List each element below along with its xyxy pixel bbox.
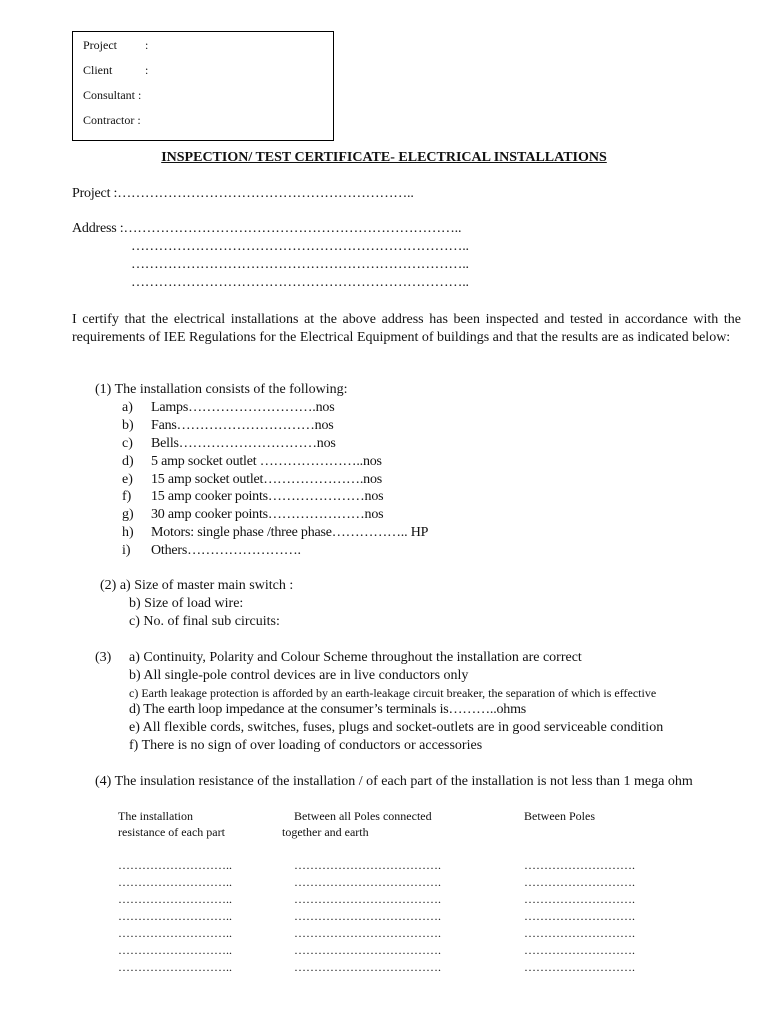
table-cell: ……………………….: [524, 858, 635, 872]
section3-line-b: b) All single-pole control devices are in live conductors only: [129, 668, 469, 683]
section1-item-text: 15 amp cooker points…………………nos: [151, 489, 384, 504]
section3-line-d: d) The earth loop impedance at the consumer’s terminals is………..ohms: [129, 702, 527, 717]
box-consultant-label: Consultant :: [83, 88, 142, 102]
table-cell: ………………………..: [118, 892, 232, 906]
table-cell: ………………………..: [118, 960, 232, 974]
col3-header-line1: Between Poles: [524, 809, 595, 823]
col1-header-line1: The installation: [118, 809, 193, 823]
section4-heading: (4) The insulation resistance of the installation / of each part of the installation is not less than 1 mega ohm: [95, 774, 693, 789]
section1-item-letter: h): [122, 525, 134, 540]
section1-item-letter: a): [122, 400, 133, 415]
table-cell: ……………………………….: [294, 875, 441, 889]
col2-header-line2: together and earth: [282, 825, 369, 839]
section3-line-a: a) Continuity, Polarity and Colour Scheme throughout the installation are correct: [129, 650, 582, 665]
header-info-box: [72, 31, 334, 141]
section2-line-b: b) Size of load wire:: [129, 596, 244, 611]
table-cell: ………………………..: [118, 943, 232, 957]
table-cell: ……………………….: [524, 892, 635, 906]
col1-header-line2: resistance of each part: [118, 825, 225, 839]
table-cell: ………………………..: [118, 909, 232, 923]
table-cell: ………………………..: [118, 926, 232, 940]
section1-item-text: 30 amp cooker points…………………nos: [151, 507, 384, 522]
section1-item-letter: d): [122, 454, 134, 469]
section1-heading: (1) The installation consists of the following:: [95, 382, 348, 397]
section2-line-a: (2) a) Size of master main switch :: [100, 578, 294, 593]
section1-item-letter: f): [122, 489, 132, 504]
table-cell: ……………………………….: [294, 909, 441, 923]
table-cell: ……………………………….: [294, 892, 441, 906]
certify-paragraph: I certify that the electrical installations at the above address has been inspected and tested in accordance with the requirements of IEE Regulations for the Electrical Equipment of buildings and that the results are as indicated below:: [72, 312, 741, 345]
section1-item-text: 15 amp socket outlet………………….nos: [151, 472, 383, 487]
box-client-label: Client: [83, 63, 113, 77]
table-cell: ……………………….: [524, 960, 635, 974]
table-cell: ………………………..: [118, 875, 232, 889]
section1-item-letter: b): [122, 418, 134, 433]
section3-number: (3): [95, 650, 112, 665]
section1-item-text: 5 amp socket outlet …………………..nos: [151, 454, 382, 469]
box-contractor-label: Contractor :: [83, 113, 141, 127]
section2-line-c: c) No. of final sub circuits:: [129, 614, 280, 629]
box-project-colon: :: [145, 38, 149, 52]
section1-item-text: Bells…………………………nos: [151, 436, 336, 451]
table-cell: ……………………….: [524, 943, 635, 957]
table-cell: ……………………….: [524, 926, 635, 940]
section3-line-c: c) Earth leakage protection is afforded by an earth-leakage circuit breaker, the separation of which is effective: [129, 686, 657, 700]
box-client-colon: :: [145, 63, 149, 77]
section1-item-text: Fans…………………………nos: [151, 418, 334, 433]
table-cell: ……………………….: [524, 875, 635, 889]
table-cell: ………………………..: [118, 858, 232, 872]
address-line-1: Address :………………………………………………………………..: [72, 221, 462, 236]
address-line-3: ………………………………………………………………..: [131, 257, 469, 272]
section1-item-letter: i): [122, 543, 131, 558]
section1-item-text: Motors: single phase /three phase…………….. HP: [151, 525, 429, 540]
section3-line-e: e) All flexible cords, switches, fuses, plugs and socket-outlets are in good serviceable condition: [129, 720, 664, 735]
project-line: Project :………………………………………………………..: [72, 186, 414, 201]
section1-item-text: Others…………………….: [151, 543, 301, 558]
box-project-label: Project: [83, 38, 117, 52]
table-cell: ……………………….: [524, 909, 635, 923]
section1-item-letter: c): [122, 436, 133, 451]
table-cell: ……………………………….: [294, 960, 441, 974]
table-cell: ……………………………….: [294, 943, 441, 957]
section1-item-letter: e): [122, 472, 133, 487]
col2-header-line1: Between all Poles connected: [294, 809, 432, 823]
table-cell: ……………………………….: [294, 926, 441, 940]
document-title: INSPECTION/ TEST CERTIFICATE- ELECTRICAL INSTALLATIONS: [161, 150, 607, 165]
section1-item-text: Lamps……………………….nos: [151, 400, 335, 415]
section3-line-f: f) There is no sign of over loading of conductors or accessories: [129, 738, 483, 753]
address-line-2: ………………………………………………………………..: [131, 239, 469, 254]
address-line-4: ………………………………………………………………..: [131, 275, 469, 290]
table-cell: ……………………………….: [294, 858, 441, 872]
section1-item-letter: g): [122, 507, 134, 522]
